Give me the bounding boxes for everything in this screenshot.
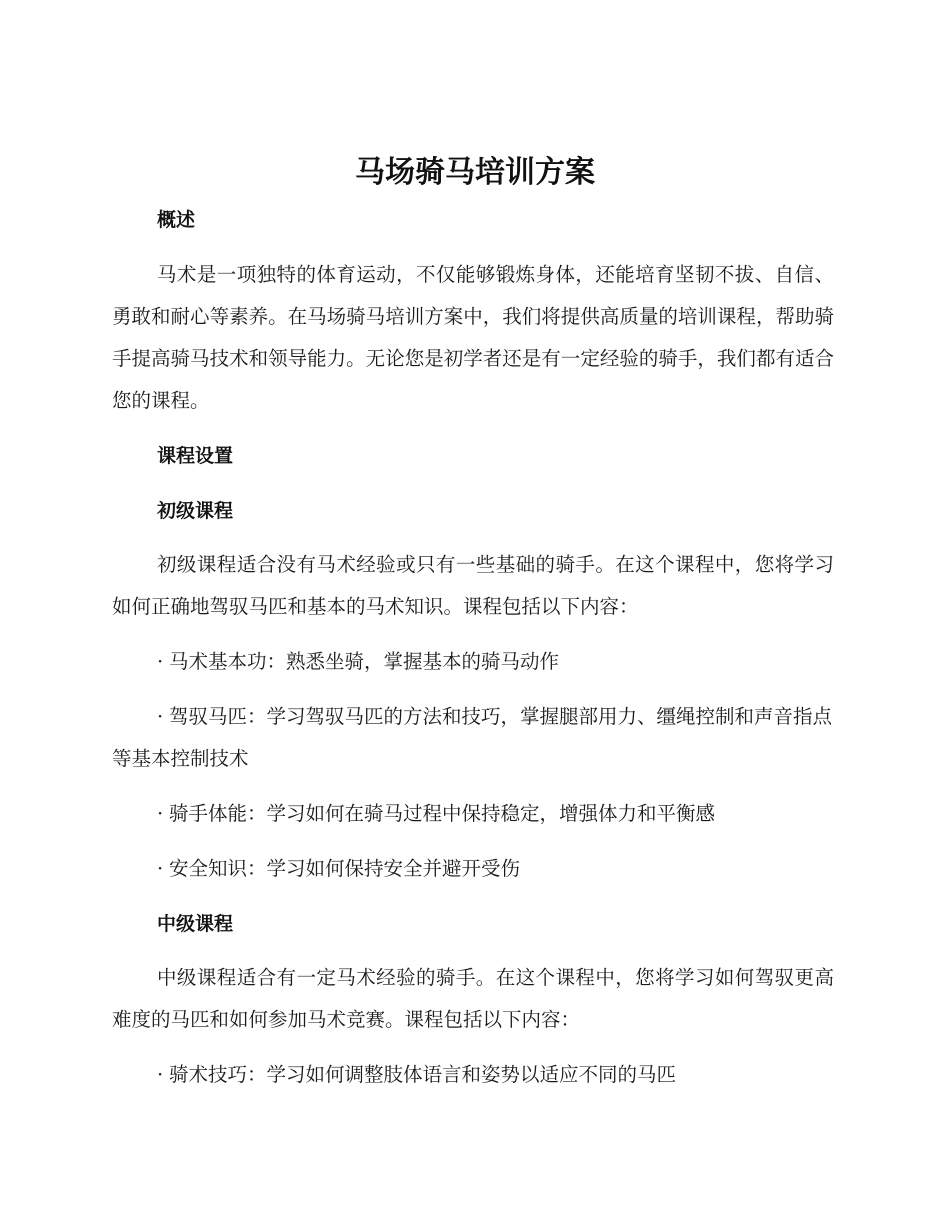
- bullet-dot: ·: [157, 802, 164, 825]
- list-item-text: 骑手体能：学习如何在骑马过程中保持稳定，增强体力和平衡感: [169, 802, 716, 825]
- list-item-text: 驾驭马匹：学习驾驭马匹的方法和技巧，掌握腿部用力、缰绳控制和声音指点等基本控制技术: [112, 705, 833, 770]
- list-item: [112, 1054, 834, 1096]
- paragraph-beginner: 初级课程适合没有马术经验或只有一些基础的骑手。在这个课程中，您将学习如何正确地驾驭马匹和基本的马术知识。课程包括以下内容：: [112, 553, 834, 618]
- bullet-dot: ·: [157, 705, 164, 728]
- bullet-dot: ·: [157, 1063, 164, 1086]
- list-item: [112, 641, 834, 683]
- paragraph-overview: 马术是一项独特的体育运动，不仅能够锻炼身体，还能培育坚韧不拔、自信、勇敢和耐心等素养。在马场骑马培训方案中，我们将提供高质量的培训课程，帮助骑手提高骑马技术和领导能力。无论您是初学者还是有一定经验的骑手，我们都有适合您的课程。: [112, 263, 834, 412]
- list-item-text: 骑术技巧：学习如何调整肢体语言和姿势以适应不同的马匹: [169, 1063, 677, 1086]
- list-item-text: 安全知识：学习如何保持安全并避开受伤: [169, 857, 521, 880]
- heading-course-setup: 课程设置: [157, 445, 234, 467]
- heading-overview: 概述: [157, 209, 196, 231]
- heading-beginner-course: 初级课程: [157, 500, 234, 522]
- paragraph-intermediate: 中级课程适合有一定马术经验的骑手。在这个课程中，您将学习如何驾驭更高难度的马匹和如何参加马术竞赛。课程包括以下内容：: [112, 966, 834, 1031]
- list-item-text: 马术基本功：熟悉坐骑，掌握基本的骑马动作: [169, 650, 560, 673]
- document-title: 马场骑马培训方案: [355, 155, 595, 190]
- heading-intermediate-course: 中级课程: [157, 913, 234, 935]
- list-item: [112, 848, 834, 890]
- list-item: [112, 793, 834, 835]
- list-item: [112, 696, 834, 780]
- bullet-dot: ·: [157, 650, 164, 673]
- bullet-dot: ·: [157, 857, 164, 880]
